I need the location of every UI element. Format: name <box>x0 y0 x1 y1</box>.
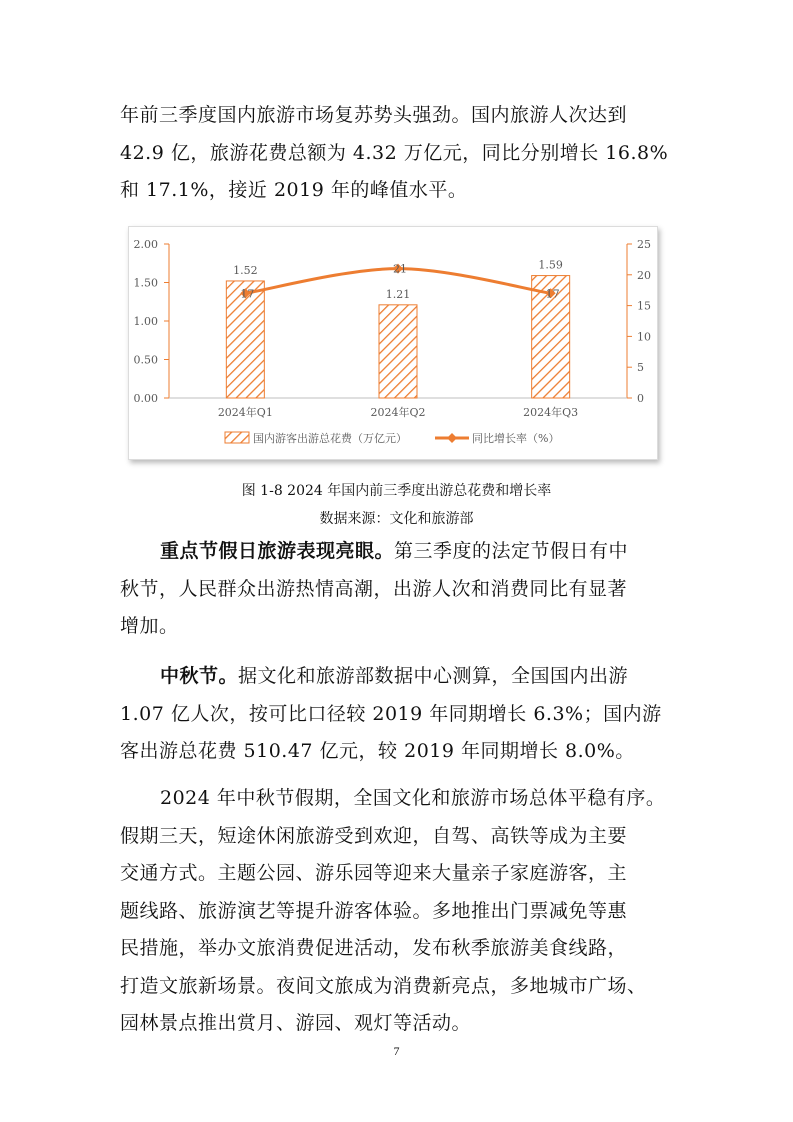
legend-line-label: 同比增长率（%） <box>472 432 560 445</box>
left-axis-tick-label: 0.50 <box>133 353 158 367</box>
paragraph-line: 打造文旅新场景。夜间文旅成为消费新亮点，多地城市广场、 <box>120 974 647 997</box>
right-axis-tick-label: 0 <box>637 392 644 405</box>
left-axis-tick-label: 1.00 <box>133 315 158 328</box>
bar <box>379 305 417 398</box>
left-axis-tick-label: 0.00 <box>133 392 158 405</box>
paragraph-line: 和 17.1%，接近 2019 年的峰值水平。 <box>120 179 468 201</box>
bar-value-label: 1.21 <box>385 287 411 301</box>
right-axis-tick-label: 20 <box>637 268 651 282</box>
paragraph-line: 增加。 <box>120 615 179 637</box>
figure-caption: 图 1-8 2024 年国内前三季度出游总花费和增长率 <box>241 483 552 499</box>
paragraph-line: 园林景点推出赏月、游园、观灯等活动。 <box>120 1012 472 1034</box>
paragraph-line: 秋节，人民群众出游热情高潮，出游人次和消费同比有显著 <box>120 577 628 600</box>
paragraph-3 <box>120 658 680 771</box>
x-axis-tick-label: 2024年Q2 <box>370 406 426 419</box>
chart-frame <box>128 226 658 460</box>
paragraph-2 <box>120 533 680 646</box>
left-axis-tick-label: 1.50 <box>133 276 158 290</box>
paragraph-line: 1.07 亿人次，按可比口径较 2019 年同期增长 6.3%；国内游 <box>120 702 662 725</box>
paragraph-line: 题线路、旅游演艺等提升游客体验。多地推出门票减免等惠 <box>120 899 628 922</box>
paragraph-line: 42.9 亿，旅游花费总额为 4.32 万亿元，同比分别增长 16.8% <box>120 141 669 164</box>
paragraph-heading: 重点节假日旅游表现亮眼。 <box>160 540 395 562</box>
right-axis-tick-label: 5 <box>637 361 644 375</box>
paragraph-line <box>120 658 680 696</box>
legend-line-marker <box>447 433 457 443</box>
paragraph-4 <box>120 780 680 1043</box>
legend-bar-label: 国内游客出游总花费（万亿元） <box>253 432 407 445</box>
paragraph-text: 据文化和旅游部数据中心测算，全国国内出游 <box>238 665 629 687</box>
paragraph-line: 民措施，举办文旅消费促进活动，发布秋季旅游美食线路， <box>120 937 628 959</box>
growth-value-label: 17 <box>545 287 560 301</box>
growth-value-label: 17 <box>240 287 255 301</box>
spending-growth-chart <box>129 227 657 459</box>
paragraph-line: 假期三天，短途休闲旅游受到欢迎，自驾、高铁等成为主要 <box>120 824 628 847</box>
paragraph-line: 2024 年中秋节假期，全国文化和旅游市场总体平稳有序。 <box>160 787 666 809</box>
right-axis-tick-label: 10 <box>637 330 651 344</box>
paragraph-text: 第三季度的法定节假日有中 <box>394 540 629 562</box>
page-number: 7 <box>393 1044 400 1058</box>
paragraph-line: 客出游总花费 510.47 亿元，较 2019 年同期增长 8.0%。 <box>120 740 635 762</box>
bar-value-label: 1.52 <box>233 263 258 277</box>
figure-source: 数据来源：文化和旅游部 <box>319 511 474 527</box>
paragraph-line: 交通方式。主题公园、游乐园等迎来大量亲子家庭游客，主 <box>120 862 628 884</box>
legend-bar-swatch <box>225 432 249 443</box>
right-axis-tick-label: 25 <box>637 238 651 251</box>
paragraph-line: 年前三季度国内旅游市场复苏势头强劲。国内旅游人次达到 <box>120 104 628 126</box>
x-axis-tick-label: 2024年Q1 <box>217 406 273 419</box>
bar-value-label: 1.59 <box>538 258 563 272</box>
growth-value-label: 21 <box>393 262 407 276</box>
paragraph-1 <box>120 97 680 210</box>
paragraph-line <box>120 533 680 571</box>
left-axis-tick-label: 2.00 <box>133 238 158 251</box>
x-axis-tick-label: 2024年Q3 <box>523 406 579 419</box>
right-axis-tick-label: 15 <box>637 299 651 313</box>
paragraph-heading: 中秋节。 <box>160 665 239 687</box>
